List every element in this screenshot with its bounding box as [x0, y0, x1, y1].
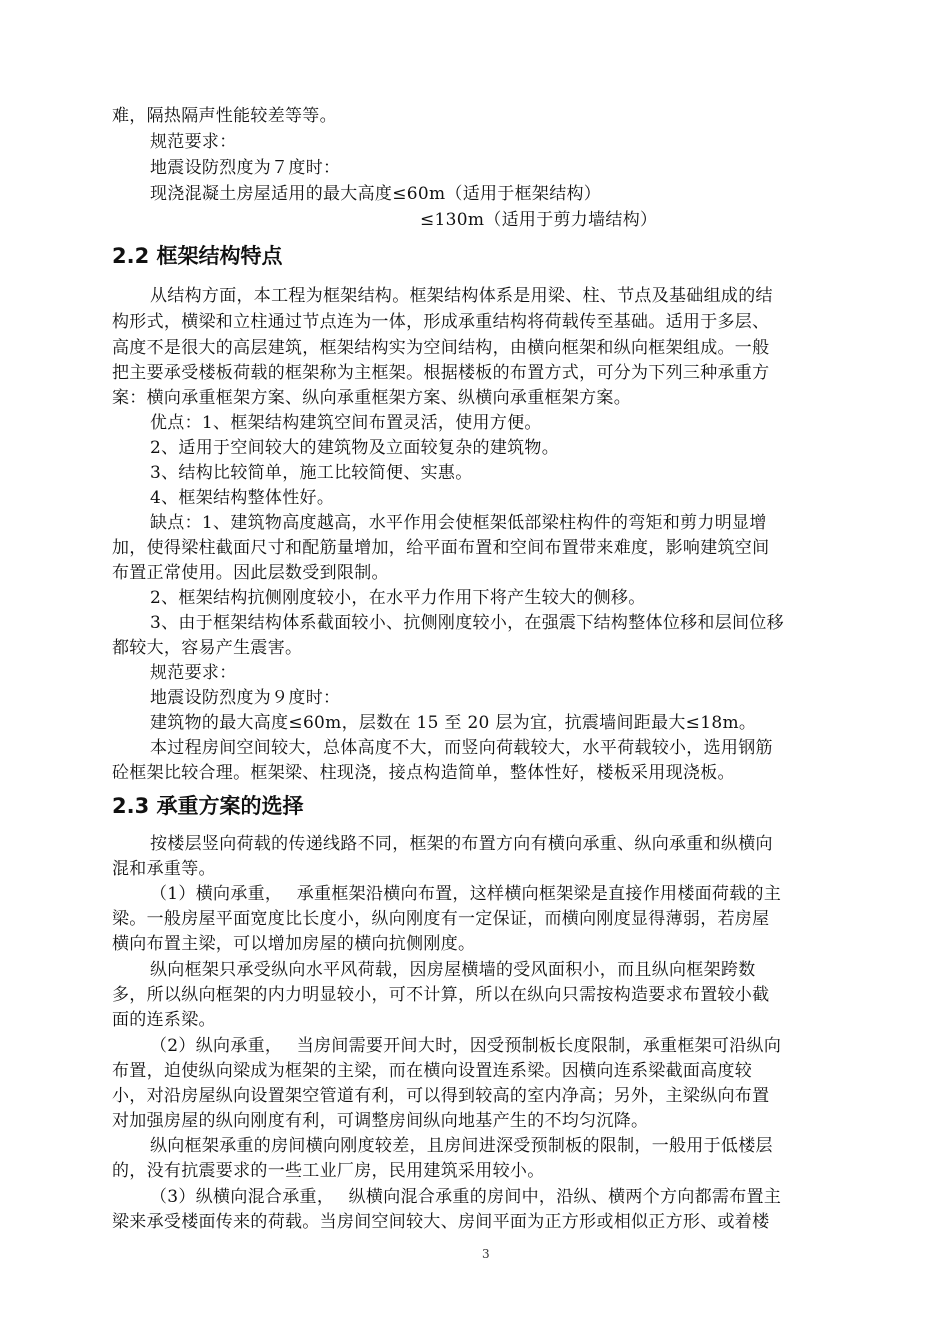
paragraph-line: 梁来承受楼面传来的荷载。当房间空间较大、房间平面为正方形或相似正方形、或着楼: [112, 1212, 770, 1232]
paragraph-line: 加，使得梁柱截面尺寸和配筋量增加，给平面布置和空间布置带来难度，影响建筑空间: [112, 538, 770, 558]
paragraph-line: 地震设防烈度为９度时：: [150, 688, 341, 708]
paragraph-line: 混和承重等。: [112, 859, 216, 879]
paragraph-line: 难，隔热隔声性能较差等等。: [112, 106, 337, 126]
paragraph-line: 多，所以纵向框架的内力明显较小，可不计算，所以在纵向只需按构造要求布置较小截: [112, 985, 770, 1005]
paragraph-line: 把主要承受楼板荷载的框架称为主框架。根据楼板的布置方式，可分为下列三种承重方: [112, 363, 770, 383]
paragraph-line: 纵向框架承重的房间横向刚度较差，且房间进深受预制板的限制，一般用于低楼层: [150, 1136, 773, 1156]
paragraph-line: 砼框架比较合理。框架梁、柱现浇，接点构造简单，整体性好，楼板采用现浇板。: [112, 763, 735, 783]
paragraph-line: 构形式，横梁和立柱通过节点连为一体，形成承重结构将荷载传至基础。适用于多层、: [112, 312, 770, 332]
paragraph-line: 布置，迫使纵向梁成为框架的主梁，而在横向设置连系梁。因横向连系梁截面高度较: [112, 1061, 753, 1081]
paragraph-line: 纵向框架只承受纵向水平风荷载，因房屋横墙的受风面积小，而且纵向框架跨数: [150, 960, 756, 980]
paragraph-line: 横向布置主梁，可以增加房屋的横向抗侧刚度。: [112, 934, 476, 954]
paragraph-line: 3、由于框架结构体系截面较小、抗侧刚度较小，在强震下结构整体位移和层间位移: [150, 613, 784, 633]
page-number: 3: [482, 1247, 490, 1261]
paragraph-line: 梁。一般房屋平面宽度比长度小，纵向刚度有一定保证，而横向刚度显得薄弱，若房屋: [112, 909, 770, 929]
paragraph-line: 4、框架结构整体性好。: [150, 488, 335, 508]
paragraph-line: 规范要求：: [150, 663, 237, 683]
paragraph-line: 建筑物的最大高度≤60m，层数在 15 至 20 层为宜，抗震墙间距最大≤18m。: [150, 713, 757, 733]
paragraph-line: 地震设防烈度为７度时：: [150, 158, 341, 178]
paragraph-line: 2、适用于空间较大的建筑物及立面较复杂的建筑物。: [150, 438, 560, 458]
paragraph-line: 规范要求：: [150, 132, 237, 152]
paragraph-line: ≤130m（适用于剪力墙结构）: [420, 210, 658, 230]
section-heading-2-3: 2.3 承重方案的选择: [112, 794, 304, 818]
paragraph-line: 的，没有抗震要求的一些工业厂房，民用建筑采用较小。: [112, 1161, 545, 1181]
paragraph-line: 2、框架结构抗侧刚度较小，在水平力作用下将产生较大的侧移。: [150, 588, 646, 608]
paragraph-line: 本过程房间空间较大，总体高度不大，而竖向荷载较大，水平荷载较小，选用钢筋: [150, 738, 773, 758]
paragraph-line: 案：横向承重框架方案、纵向承重框架方案、纵横向承重框架方案。: [112, 388, 631, 408]
paragraph-line: 高度不是很大的高层建筑，框架结构实为空间结构，由横向框架和纵向框架组成。一般: [112, 338, 770, 358]
paragraph-line: 小，对沿房屋纵向设置架空管道有利，可以得到较高的室内净高；另外，主梁纵向布置: [112, 1086, 770, 1106]
paragraph-line: （2）纵向承重， 当房间需要开间大时，因受预制板长度限制，承重框架可沿纵向: [150, 1036, 782, 1056]
paragraph-line: 从结构方面，本工程为框架结构。框架结构体系是用梁、柱、节点及基础组成的结: [150, 286, 773, 306]
paragraph-line: 布置正常使用。因此层数受到限制。: [112, 563, 389, 583]
paragraph-line: 按楼层竖向荷载的传递线路不同，框架的布置方向有横向承重、纵向承重和纵横向: [150, 834, 773, 854]
paragraph-line: 都较大，容易产生震害。: [112, 638, 303, 658]
paragraph-line: 3、结构比较简单，施工比较简便、实惠。: [150, 463, 473, 483]
paragraph-line: 面的连系梁。: [112, 1010, 216, 1030]
paragraph-line: 优点：1、框架结构建筑空间布置灵活，使用方便。: [150, 413, 542, 433]
paragraph-line: 对加强房屋的纵向刚度有利，可调整房间纵向地基产生的不均匀沉降。: [112, 1111, 649, 1131]
paragraph-line: 现浇混凝土房屋适用的最大高度≤60m（适用于框架结构）: [150, 184, 602, 204]
paragraph-line: （3）纵横向混合承重， 纵横向混合承重的房间中，沿纵、横两个方向都需布置主: [150, 1187, 782, 1207]
paragraph-line: 缺点：1、建筑物高度越高，水平作用会使框架低部梁柱构件的弯矩和剪力明显增: [150, 513, 767, 533]
paragraph-line: （1）横向承重， 承重框架沿横向布置，这样横向框架梁是直接作用楼面荷载的主: [150, 884, 782, 904]
section-heading-2-2: 2.2 框架结构特点: [112, 244, 283, 268]
